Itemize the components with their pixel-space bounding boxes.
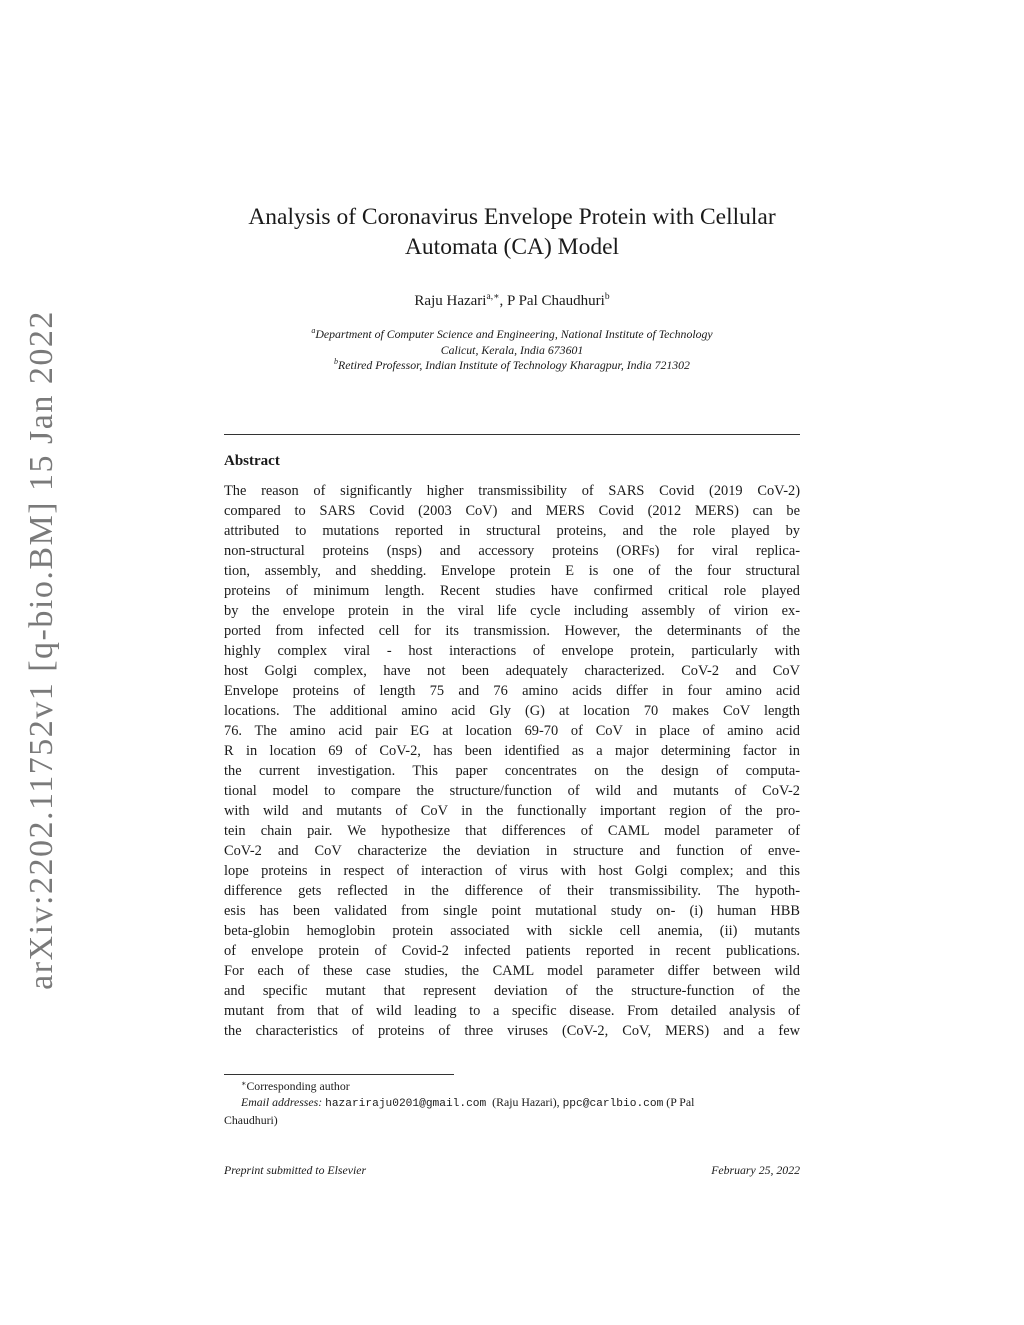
abstract-line: locations. The additional amino acid Gly (G) at location 70 makes CoV length [224,703,800,719]
author-2-name: P Pal Chaudhuri [507,293,605,309]
abstract-heading: Abstract [224,453,280,469]
email-addresses-label: Email addresses: [241,1095,323,1109]
abstract-line: 76. The amino acid pair EG at location 69-70 of CoV in place of amino acid [224,723,800,739]
title-line-2: Automata (CA) Model [404,234,620,260]
affiliations [224,327,800,374]
abstract-line: tein chain pair. We hypothesize that differences of CAML model parameter of [224,823,800,839]
abstract-line: esis has been validated from single point mutational study on- (i) human HBB [224,903,800,919]
abstract-line: of envelope protein of Covid-2 infected patients reported in recent publications. [224,943,800,959]
abstract-line: tional model to compare the structure/function of wild and mutants of CoV-2 [224,783,800,799]
affiliation-a [224,327,800,343]
arxiv-identifier-stamp: arXiv:2202.11752v1 [q-bio.BM] 15 Jan 2022 [23,310,60,990]
abstract-body [224,481,800,1041]
abstract-line: non-structural proteins (nsps) and accessory proteins (ORFs) for viral replica- [224,543,800,559]
affiliation-b-line-1: Retired Professor, Indian Institute of Technology Kharagpur, India 721302 [338,358,690,372]
title-line-1: Analysis of Coronavirus Envelope Protein with Cellular [248,204,776,230]
affiliation-a-mark: a [311,326,316,335]
abstract-line: beta-globin hemoglobin protein associated with sickle cell anemia, (ii) mutants [224,923,800,939]
email-owner-chaudhuri-part1: (P Pal [666,1095,695,1109]
abstract-line: highly complex viral - host interactions of envelope protein, particularly with [224,643,800,659]
abstract-line: by the envelope protein in the viral life cycle including assembly of virion ex- [224,603,800,619]
abstract-line: lope proteins in respect of interaction of virus with host Golgi complex; and this [224,863,800,879]
abstract-line: mutant from that of wild leading to a specific disease. From detailed analysis of [224,1003,800,1019]
email-owner-chaudhuri-part2: Chaudhuri) [224,1113,278,1127]
abstract-line: host Golgi complex, have not been adequately characterized. CoV-2 and CoV [224,663,800,679]
email-owner-hazari: (Raju Hazari), [492,1095,560,1109]
author-1-marks: a,∗ [486,292,500,302]
abstract-line: Envelope proteins of length 75 and 76 amino acids differ in four amino acid [224,683,800,699]
abstract-line: ported from infected cell for its transmission. However, the determinants of the [224,623,800,639]
corresponding-mark: ∗ [241,1079,247,1088]
affiliation-b-mark: b [334,357,339,366]
abstract-line: proteins of minimum length. Recent studies have confirmed critical role played [224,583,800,599]
affiliation-a-line-2: Calicut, Kerala, India 673601 [440,342,584,357]
abstract-line: the characteristics of proteins of three viruses (CoV-2, CoV, MERS) and a few [224,1023,800,1039]
footnote-rule [224,1074,454,1075]
author-list [224,291,800,311]
email-addresses-line [224,1094,800,1112]
preprint-date: February 25, 2022 [711,1163,800,1177]
corresponding-author-label: Corresponding author [246,1079,350,1093]
affiliation-b [224,358,800,374]
abstract-top-rule [224,434,800,435]
email-link-chaudhuri[interactable]: ppc@carlbio.com [562,1098,664,1110]
corresponding-author-note [224,1078,800,1094]
author-2-marks: b [604,292,610,302]
paper-title [224,202,800,262]
abstract-line: with wild and mutants of CoV in the functionally important region of the pro- [224,803,800,819]
affiliation-a-line-1: Department of Computer Science and Engineering, National Institute of Technology [315,327,713,341]
author-1-name: Raju Hazari [414,293,487,309]
abstract-line: the current investigation. This paper concentrates on the design of computa- [224,763,800,779]
abstract-line: tion, assembly, and shedding. Envelope protein E is one of the four structural [224,563,800,579]
abstract-line: attributed to mutations reported in structural proteins, and the role played by [224,523,800,539]
abstract-line: The reason of significantly higher transmissibility of SARS Covid (2019 CoV-2) [224,483,800,499]
abstract-line: compared to SARS Covid (2003 CoV) and MERS Covid (2012 MERS) can be [224,503,800,519]
email-link-hazari[interactable]: hazariraju0201@gmail.com [325,1098,487,1110]
preprint-note: Preprint submitted to Elsevier [224,1163,367,1177]
abstract-line: difference gets reflected in the difference of their transmissibility. The hypoth- [224,883,800,899]
author-separator: , [499,293,508,309]
abstract-line: and specific mutant that represent deviation of the structure-function of the [224,983,800,999]
abstract-line: R in location 69 of CoV-2, has been identified as a major determining factor in [224,743,800,759]
footnote [224,1078,800,1128]
abstract-line: CoV-2 and CoV characterize the deviation in structure and function of enve- [224,843,800,859]
abstract-line: For each of these case studies, the CAML model parameter differ between wild [224,963,800,979]
